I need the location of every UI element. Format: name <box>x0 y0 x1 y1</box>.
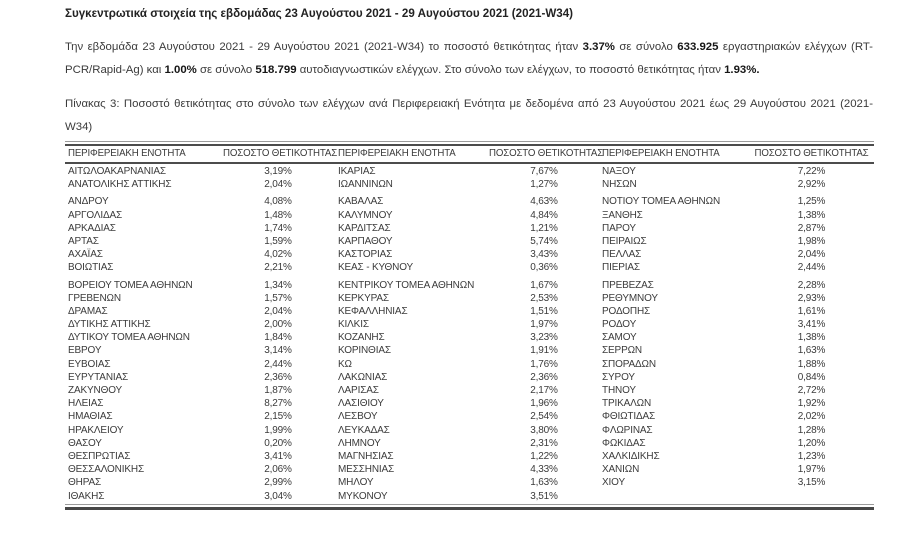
region-cell: ΣΠΟΡΑΔΩΝ <box>602 358 656 370</box>
rate-cell: 1,97% <box>530 319 558 331</box>
rate-cell: 2,17% <box>530 385 558 396</box>
region-cell: ΜΕΣΣΗΝΙΑΣ <box>338 464 395 476</box>
region-cell: ΚΕΦΑΛΛΗΝΙΑΣ <box>338 305 408 317</box>
region-cell: ΚΑΡΔΙΤΣΑΣ <box>338 222 391 234</box>
highlighted-value: 518.799 <box>255 64 297 76</box>
region-cell: ΖΑΚΥΝΘΟΥ <box>68 385 123 396</box>
table-body <box>65 164 874 503</box>
region-cell: ΜΑΓΝΗΣΙΑΣ <box>338 450 394 462</box>
region-cell: ΜΗΛΟΥ <box>338 477 374 489</box>
region-cell: ΕΒΡΟΥ <box>68 345 102 357</box>
region-cell: ΗΛΕΙΑΣ <box>68 398 104 410</box>
region-cell: ΝΟΤΙΟΥ ΤΟΜΕΑ ΑΘΗΝΩΝ <box>602 196 721 208</box>
region-cell: ΝΗΣΩΝ <box>602 179 637 191</box>
header-rate-column-1: ΠΟΣΟΣΤΟ ΘΕΤΙΚΟΤΗΤΑΣ <box>223 148 338 159</box>
table-row <box>65 305 874 318</box>
region-cell: ΔΥΤΙΚΟΥ ΤΟΜΕΑ ΑΘΗΝΩΝ <box>68 332 190 344</box>
rate-cell: 3,15% <box>797 477 826 489</box>
table-row <box>65 222 874 235</box>
region-cell: ΒΟΙΩΤΙΑΣ <box>68 262 114 274</box>
rate-cell: 3,41% <box>797 319 826 331</box>
table-row <box>65 410 874 423</box>
rate-cell: 1,28% <box>797 424 826 436</box>
region-cell: ΤΗΝΟΥ <box>602 385 636 396</box>
table-row <box>65 463 874 476</box>
table-row <box>65 490 874 503</box>
rate-cell: 2,28% <box>797 279 826 291</box>
paragraph-text: εργαστηριακών ελέγχων (RT-PCR/Rapid-Ag) και <box>65 41 873 76</box>
rate-cell: 1,91% <box>530 345 558 357</box>
region-cell: ΑΝΔΡΟΥ <box>68 196 109 208</box>
rate-cell: 4,63% <box>530 196 558 208</box>
rate-cell: 2,53% <box>530 292 558 304</box>
highlighted-value: 1.93%. <box>724 64 760 76</box>
report-title: Συγκεντρωτικά στοιχεία της εβδομάδας 23 Αυγούστου 2021 - 29 Αυγούστου 2021 (2021-W34) <box>65 7 574 20</box>
header-rate-column-2: ΠΟΣΟΣΤΟ ΘΕΤΙΚΟΤΗΤΑΣ <box>489 148 604 159</box>
region-cell: ΙΘΑΚΗΣ <box>68 490 105 502</box>
rate-cell: 1,84% <box>264 332 292 344</box>
region-cell: ΛΑΡΙΣΑΣ <box>338 385 379 396</box>
region-cell: ΕΥΒΟΙΑΣ <box>68 358 111 370</box>
rate-cell: 1,63% <box>530 477 558 489</box>
rate-cell: 1,48% <box>264 209 292 221</box>
paragraph-text: Την εβδομάδα 23 Αυγούστου 2021 - 29 Αυγούστου 2021 (2021-W34) το ποσοστό θετικότητας ήταν <box>65 41 583 53</box>
rate-cell: 1,98% <box>797 235 826 247</box>
rate-cell: 3,14% <box>264 345 292 357</box>
region-cell: ΠΕΛΛΑΣ <box>602 249 642 261</box>
paragraph-text: σε σύνολο <box>614 41 678 53</box>
rate-cell: 1,92% <box>797 398 826 410</box>
rate-cell: 1,63% <box>797 345 826 357</box>
table-row <box>65 344 874 357</box>
table-row <box>65 248 874 261</box>
table-row <box>65 384 874 397</box>
table-row <box>65 397 874 410</box>
region-cell <box>599 490 749 503</box>
rate-cell: 1,38% <box>797 209 826 221</box>
rate-cell: 4,02% <box>264 249 292 261</box>
rate-cell: 0,20% <box>264 437 292 449</box>
region-cell: ΝΑΞΟΥ <box>602 166 636 177</box>
paragraph-text: σε σύνολο <box>196 64 256 76</box>
rate-cell: 1,99% <box>264 424 292 436</box>
region-cell: ΘΑΣΟΥ <box>68 437 102 449</box>
region-cell: ΦΛΩΡΙΝΑΣ <box>602 424 653 436</box>
rate-cell: 4,84% <box>530 209 558 221</box>
region-cell: ΘΗΡΑΣ <box>68 477 102 489</box>
rate-cell: 2,36% <box>264 371 292 383</box>
table-row <box>65 358 874 371</box>
rate-cell: 2,72% <box>797 385 826 396</box>
region-cell: ΡΟΔΟΠΗΣ <box>602 305 651 317</box>
region-cell: ΠΕΙΡΑΙΩΣ <box>602 235 647 247</box>
region-cell: ΧΙΟΥ <box>602 477 625 489</box>
rate-cell: 1,25% <box>797 196 826 208</box>
region-cell: ΙΩΑΝΝΙΝΩΝ <box>338 179 393 191</box>
table-header-row <box>65 146 874 164</box>
rate-cell: 2,93% <box>797 292 826 304</box>
region-cell: ΚΟΖΑΝΗΣ <box>338 332 385 344</box>
rate-cell: 1,27% <box>530 179 558 191</box>
rate-cell: 2,02% <box>797 411 826 423</box>
region-cell: ΠΙΕΡΙΑΣ <box>602 262 640 274</box>
rate-cell: 1,61% <box>797 305 826 317</box>
summary-paragraph <box>65 36 873 82</box>
region-cell: ΚΑΒΑΛΑΣ <box>338 196 384 208</box>
rate-cell: 2,04% <box>264 305 292 317</box>
table-row <box>65 450 874 463</box>
table-row <box>65 437 874 450</box>
rate-cell: 5,74% <box>530 235 558 247</box>
rate-cell: 2,87% <box>797 222 826 234</box>
rate-cell: 2,44% <box>797 262 826 274</box>
region-cell: ΘΕΣΣΑΛΟΝΙΚΗΣ <box>68 464 145 476</box>
region-cell: ΛΕΣΒΟΥ <box>338 411 378 423</box>
rate-cell: 2,36% <box>530 371 558 383</box>
region-cell: ΚΟΡΙΝΘΙΑΣ <box>338 345 391 357</box>
region-cell: ΛΑΣΙΘΙΟΥ <box>338 398 384 410</box>
rate-cell: 2,00% <box>264 319 292 331</box>
rate-cell: 1,21% <box>530 222 558 234</box>
positivity-table <box>65 141 874 510</box>
rate-cell: 2,04% <box>797 249 826 261</box>
region-cell: ΚΕΡΚΥΡΑΣ <box>338 292 389 304</box>
region-cell: ΔΡΑΜΑΣ <box>68 305 108 317</box>
region-cell: ΚΑΡΠΑΘΟΥ <box>338 235 393 247</box>
region-cell: ΧΑΛΚΙΔΙΚΗΣ <box>602 450 660 462</box>
region-cell: ΗΡΑΚΛΕΙΟΥ <box>68 424 124 436</box>
region-cell: ΚΕΑΣ - ΚΥΘΝΟΥ <box>338 262 414 274</box>
region-cell: ΜΥΚΟΝΟΥ <box>338 490 388 502</box>
rate-cell: 7,22% <box>797 166 826 177</box>
rate-cell: 3,23% <box>530 332 558 344</box>
region-cell: ΚΩ <box>338 358 352 370</box>
region-cell: ΑΙΤΩΛΟΑΚΑΡΝΑΝΙΑΣ <box>68 166 166 177</box>
highlighted-value: 3.37% <box>582 41 615 53</box>
region-cell: ΞΑΝΘΗΣ <box>602 209 643 221</box>
region-cell: ΑΡΚΑΔΙΑΣ <box>68 222 116 234</box>
rate-cell: 4,08% <box>264 196 292 208</box>
table-row <box>65 318 874 331</box>
table-row <box>65 279 874 292</box>
region-cell: ΡΕΘΥΜΝΟΥ <box>602 292 658 304</box>
rate-cell: 1,97% <box>797 464 826 476</box>
table-row <box>65 476 874 489</box>
table-row <box>65 371 874 384</box>
rate-cell: 1,57% <box>264 292 292 304</box>
header-region-column-2: ΠΕΡΙΦΕΡΕΙΑΚΗ ΕΝΟΤΗΤΑ <box>338 148 456 159</box>
region-cell: ΒΟΡΕΙΟΥ ΤΟΜΕΑ ΑΘΗΝΩΝ <box>68 279 193 291</box>
region-cell: ΚΕΝΤΡΙΚΟΥ ΤΟΜΕΑ ΑΘΗΝΩΝ <box>338 279 475 291</box>
region-cell: ΠΑΡΟΥ <box>602 222 636 234</box>
region-cell: ΛΗΜΝΟΥ <box>338 437 381 449</box>
rate-cell: 1,96% <box>530 398 558 410</box>
rate-cell: 3,51% <box>530 490 558 502</box>
rate-cell: 7,67% <box>530 166 558 177</box>
region-cell: ΗΜΑΘΙΑΣ <box>68 411 113 423</box>
region-cell: ΣΑΜΟΥ <box>602 332 637 344</box>
rate-cell: 1,34% <box>264 279 292 291</box>
table-bottom-rule <box>65 504 874 510</box>
header-region-column-1: ΠΕΡΙΦΕΡΕΙΑΚΗ ΕΝΟΤΗΤΑ <box>68 148 186 159</box>
region-cell: ΑΡΓΟΛΙΔΑΣ <box>68 209 123 221</box>
rate-cell: 2,99% <box>264 477 292 489</box>
rate-cell: 3,43% <box>530 249 558 261</box>
table-row <box>65 178 874 191</box>
region-cell: ΚΙΛΚΙΣ <box>338 319 369 331</box>
region-cell: ΧΑΝΙΩΝ <box>602 464 640 476</box>
region-cell: ΔΥΤΙΚΗΣ ΑΤΤΙΚΗΣ <box>68 319 151 331</box>
rate-cell: 4,33% <box>530 464 558 476</box>
rate-cell: 2,54% <box>530 411 558 423</box>
rate-cell: 0,84% <box>797 371 826 383</box>
rate-cell: 1,23% <box>797 450 826 462</box>
rate-cell: 1,74% <box>264 222 292 234</box>
rate-cell: 3,41% <box>264 450 292 462</box>
table-caption: Πίνακας 3: Ποσοστό θετικότητας στο σύνολο των ελέγχων ανά Περιφερειακή Ενότητα με δεδομένα από 23 Αυγούστου 2021 έως 29 Αυγούστου 2021 (2021-W34) <box>65 98 873 133</box>
rate-cell: 3,19% <box>264 166 292 177</box>
region-cell: ΘΕΣΠΡΩΤΙΑΣ <box>68 450 131 462</box>
table-row <box>65 292 874 305</box>
rate-cell: 1,20% <box>797 437 826 449</box>
table-row <box>65 165 874 178</box>
region-cell: ΑΧΑΪΑΣ <box>68 249 103 261</box>
table-row <box>65 261 874 274</box>
table-row <box>65 424 874 437</box>
rate-cell: 8,27% <box>264 398 292 410</box>
header-region-column-3: ΠΕΡΙΦΕΡΕΙΑΚΗ ΕΝΟΤΗΤΑ <box>602 148 720 159</box>
rate-cell: 2,44% <box>264 358 292 370</box>
region-cell: ΙΚΑΡΙΑΣ <box>338 166 376 177</box>
rate-cell: 1,22% <box>530 450 558 462</box>
rate-cell: 1,59% <box>264 235 292 247</box>
highlighted-value: 1.00% <box>164 64 197 76</box>
rate-cell: 2,21% <box>264 262 292 274</box>
table-row <box>65 195 874 208</box>
region-cell: ΛΕΥΚΑΔΑΣ <box>338 424 390 436</box>
rate-cell: 2,31% <box>530 437 558 449</box>
table-row <box>65 235 874 248</box>
rate-cell: 3,80% <box>530 424 558 436</box>
header-rate-column-3: ΠΟΣΟΣΤΟ ΘΕΤΙΚΟΤΗΤΑΣ <box>754 148 869 159</box>
rate-cell: 2,92% <box>797 179 826 191</box>
table-row <box>65 331 874 344</box>
region-cell: ΑΡΤΑΣ <box>68 235 99 247</box>
region-cell: ΚΑΛΥΜΝΟΥ <box>338 209 393 221</box>
region-cell: ΑΝΑΤΟΛΙΚΗΣ ΑΤΤΙΚΗΣ <box>68 179 172 191</box>
paragraph-text: αυτοδιαγνωστικών ελέγχων. Στο σύνολο των ελέγχων, το ποσοστό θετικότητας ήταν <box>296 64 725 76</box>
region-cell: ΦΘΙΩΤΙΔΑΣ <box>602 411 656 423</box>
rate-cell: 1,88% <box>797 358 826 370</box>
region-cell: ΕΥΡΥΤΑΝΙΑΣ <box>68 371 129 383</box>
region-cell: ΛΑΚΩΝΙΑΣ <box>338 371 388 383</box>
rate-cell: 2,04% <box>264 179 292 191</box>
region-cell: ΣΥΡΟΥ <box>602 371 635 383</box>
rate-cell: 2,06% <box>264 464 292 476</box>
table-row <box>65 209 874 222</box>
rate-cell: 1,87% <box>264 385 292 396</box>
rate-cell: 3,04% <box>264 490 292 502</box>
rate-cell: 2,15% <box>264 411 292 423</box>
region-cell: ΚΑΣΤΟΡΙΑΣ <box>338 249 393 261</box>
region-cell: ΡΟΔΟΥ <box>602 319 637 331</box>
region-cell: ΦΩΚΙΔΑΣ <box>602 437 646 449</box>
rate-cell: 1,38% <box>797 332 826 344</box>
rate-cell: 0,36% <box>530 262 558 274</box>
region-cell: ΓΡΕΒΕΝΩΝ <box>68 292 121 304</box>
rate-cell: 1,67% <box>530 279 558 291</box>
region-cell: ΣΕΡΡΩΝ <box>602 345 642 357</box>
highlighted-value: 633.925 <box>677 41 719 53</box>
rate-cell <box>749 490 874 503</box>
rate-cell: 1,76% <box>530 358 558 370</box>
rate-cell: 1,51% <box>530 305 558 317</box>
region-cell: ΠΡΕΒΕΖΑΣ <box>602 279 654 291</box>
region-cell: ΤΡΙΚΑΛΩΝ <box>602 398 652 410</box>
